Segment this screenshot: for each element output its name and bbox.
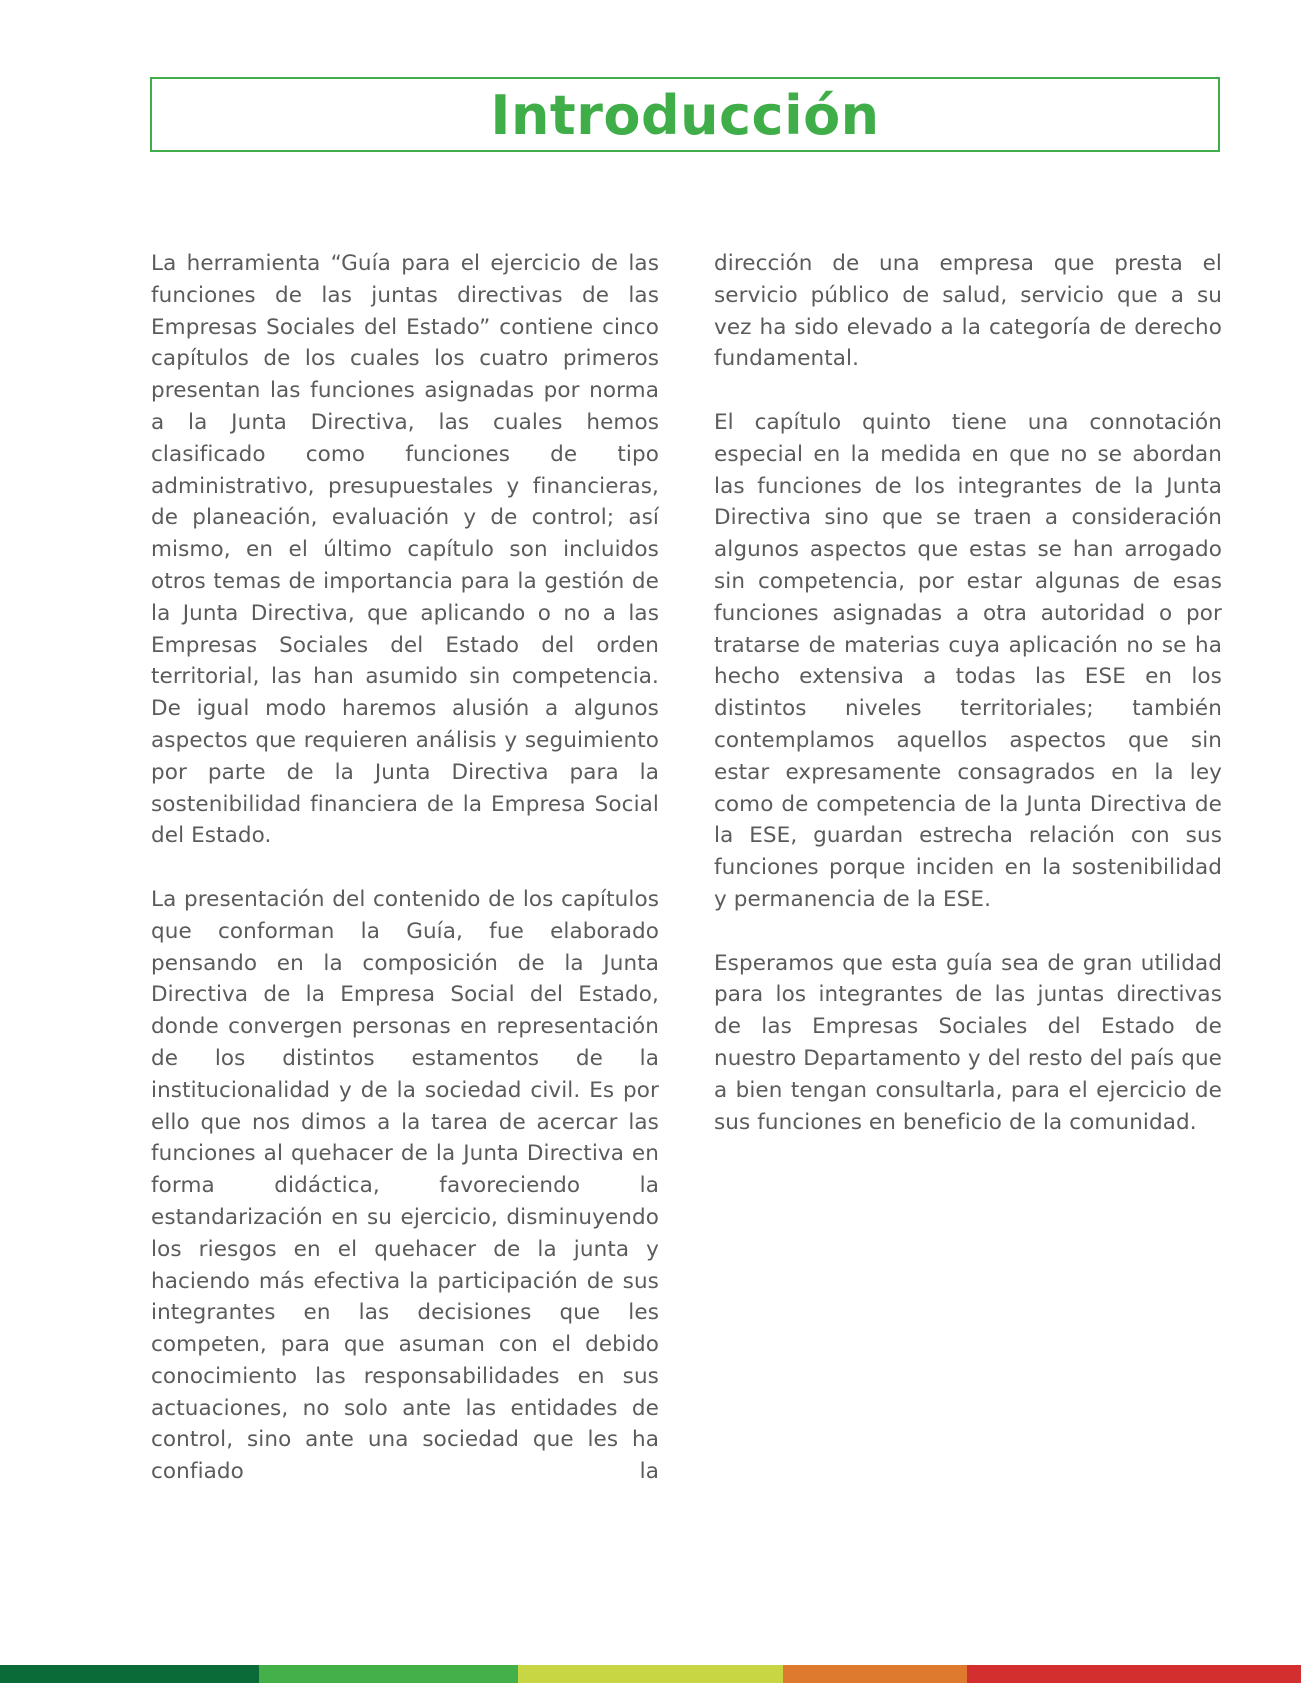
right-column xyxy=(714,248,1222,1170)
paragraph: La presentación del contenido de los capítulos que conforman la Guía, fue elaborado pensando en la composición de la Junta Directiva de la Empresa Social del Estado, donde convergen personas en representación de los distintos estamentos de la institucionalidad y de la sociedad civil. Es por ello que nos dimos a la tarea de acercar las funciones al quehacer de la Junta Directiva en forma didáctica, favoreciendo la estandarización en su ejercicio, disminuyendo los riesgos en el quehacer de la junta y haciendo más efectiva la participación de sus integrantes en las decisiones que les competen, para que asuman con el debido conocimiento las responsabilidades en sus actuaciones, no solo ante las entidades de control, sino ante una sociedad que les ha confiado la xyxy=(151,886,659,1485)
footer-bar-segment xyxy=(0,1665,259,1683)
footer-bar-segment xyxy=(967,1665,1301,1683)
left-column xyxy=(151,248,659,1488)
footer-color-bar xyxy=(0,1665,1301,1683)
paragraph: dirección de una empresa que presta el servicio público de salud, servicio que a su vez ha sido elevado a la categoría de derecho fundamental. xyxy=(714,251,1222,372)
title-box xyxy=(150,77,1220,152)
footer-bar-segment xyxy=(783,1665,967,1683)
footer-bar-segment xyxy=(518,1665,783,1683)
paragraph: Esperamos que esta guía sea de gran utilidad para los integrantes de las juntas directivas de las Empresas Sociales del Estado de nuestro Departamento y del resto del país que a bien tengan consultarla, para el ejercicio de sus funciones en beneficio de la comunidad. xyxy=(714,950,1222,1135)
page-title: Introducción xyxy=(490,83,880,147)
paragraph: La herramienta “Guía para el ejercicio de las funciones de las juntas directivas de las Empresas Sociales del Estado” contiene cinco capítulos de los cuales los cuatro primeros presentan las funciones asignadas por norma a la Junta Directiva, las cuales hemos clasificado como funciones de tipo administrativo, presupuestales y financieras, de planeación, evaluación y de control; así mismo, en el último capítulo son incluidos otros temas de importancia para la gestión de la Junta Directiva, que aplicando o no a las Empresas Sociales del Estado del orden territorial, las han asumido sin competencia. De igual modo haremos alusión a algunos aspectos que requieren análisis y seguimiento por parte de la Junta Directiva para la sostenibilidad financiera de la Empresa Social del Estado. xyxy=(151,251,659,849)
paragraph: El capítulo quinto tiene una connotación especial en la medida en que no se abordan las funciones de los integrantes de la Junta Directiva sino que se traen a consideración algunos aspectos que estas se han arrogado sin competencia, por estar algunas de esas funciones asignadas a otra autoridad o por tratarse de materias cuya aplicación no se ha hecho extensiva a todas las ESE en los distintos niveles territoriales; también contemplamos aquellos aspectos que sin estar expresamente consagrados en la ley como de competencia de la Junta Directiva de la ESE, guardan estrecha relación con sus funciones porque inciden en la sostenibilidad y permanencia de la ESE. xyxy=(714,409,1222,912)
footer-bar-segment xyxy=(259,1665,518,1683)
